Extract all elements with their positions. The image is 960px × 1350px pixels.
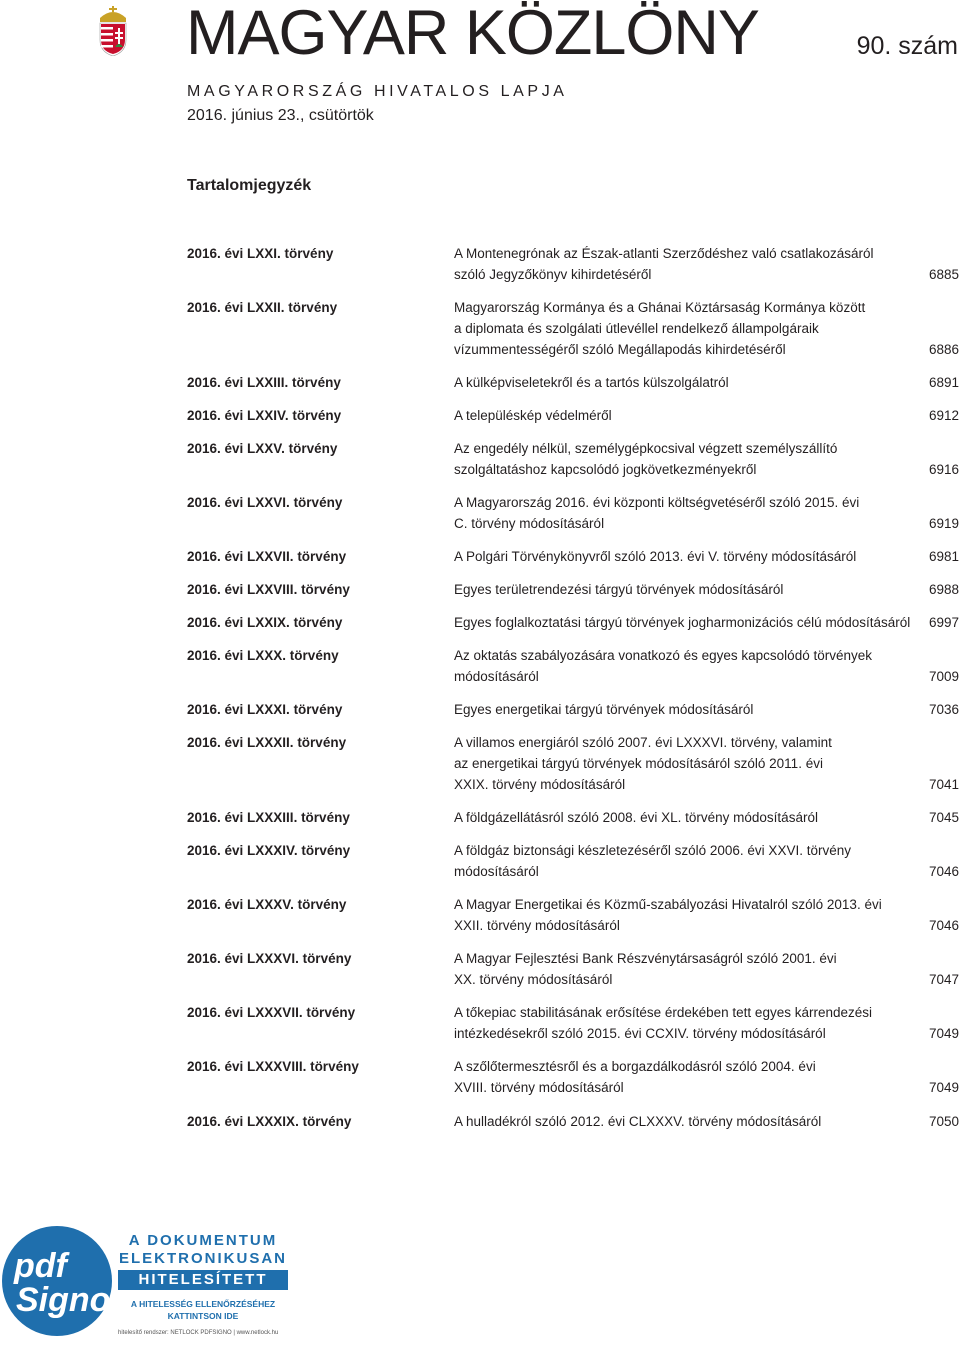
toc-law-title-line: A Magyar Energetikai és Közmű-szabályozási Hivatalról szóló 2013. évi [454,897,882,912]
toc-law-title-line: XXII. törvény módosításáról [454,918,620,933]
toc-law-title-line: szóló Jegyzőkönyv kihirdetéséről [454,267,652,282]
toc-law-number: 2016. évi LXXV. törvény [187,441,338,456]
toc-entry[interactable] [187,840,959,882]
toc-law-title [454,297,894,360]
toc-law-number: 2016. évi LXXX. törvény [187,648,339,663]
toc-law-title-line: XX. törvény módosításáról [454,972,613,987]
toc-page-number: 6981 [928,549,959,564]
badge-line-authenticated: HITELESÍTETT [118,1270,288,1290]
toc-law-title [454,894,894,936]
toc-entry[interactable] [187,948,959,990]
toc-law-title [454,948,894,990]
toc-law-title-line: Az engedély nélkül, személygépkocsival végzett személyszállító [454,441,838,456]
toc-law-number: 2016. évi LXXXII. törvény [187,735,347,750]
toc-entry[interactable] [187,438,959,480]
toc-page-number: 7049 [928,1080,959,1095]
toc-law-title-line: C. törvény módosításáról [454,516,605,531]
toc-law-title [454,1056,894,1098]
toc-entry[interactable] [187,1002,959,1044]
toc-page-number: 6916 [928,462,959,477]
toc-page-number: 6997 [928,615,959,630]
toc-entry[interactable] [187,546,959,567]
toc-page-number: 6988 [928,582,959,597]
toc-law-title [454,492,894,534]
toc-law-title [454,645,894,687]
badge-line-document: A DOKUMENTUM [128,1232,278,1249]
toc-law-title [454,612,911,633]
toc-law-title-line: módosításáról [454,669,539,684]
publication-subtitle: MAGYARORSZÁG HIVATALOS LAPJA [187,83,568,100]
toc-law-title-line: A Magyarország 2016. évi központi költségvetéséről szóló 2015. évi [454,495,860,510]
toc-law-title-line: az energetikai tárgyú törvények módosításáról szóló 2011. évi [454,756,823,771]
toc-entry[interactable] [187,807,959,828]
toc-entry[interactable] [187,243,959,285]
toc-law-title-line: Egyes területrendezési tárgyú törvények módosításáról [454,582,784,597]
toc-law-title [454,372,894,393]
toc-law-title [454,732,894,795]
logo-text-pdf: pdf [14,1247,67,1285]
toc-law-title-line: módosításáról [454,864,539,879]
toc-entry[interactable] [187,405,959,426]
toc-law-title-line: A külképviseletekről és a tartós külszolgálatról [454,375,729,390]
toc-entry[interactable] [187,579,959,600]
badge-line-electronically: ELEKTRONIKUSAN [118,1250,287,1267]
toc-law-title-line: A szőlőtermesztésről és a borgazdálkodásról szóló 2004. évi [454,1059,816,1074]
issue-number: 90. szám [856,32,958,60]
publication-title: MAGYAR KÖZLÖNY [186,0,759,68]
toc-law-title-line: Az oktatás szabályozására vonatkozó és egyes kapcsolódó törvények [454,648,872,663]
toc-law-title [454,546,894,567]
toc-page-number: 7046 [928,864,959,879]
toc-law-title-line: XXIX. törvény módosításáról [454,777,626,792]
toc-entry[interactable] [187,732,959,795]
toc-law-title-line: XVIII. törvény módosításáról [454,1080,624,1095]
toc-law-title [454,579,894,600]
toc-law-number: 2016. évi LXXI. törvény [187,246,334,261]
toc-law-title [454,405,894,426]
toc-law-title-line: A villamos energiáról szóló 2007. évi LXXXVI. törvény, valamint [454,735,832,750]
toc-law-title-line: A tőkepiac stabilitásának erősítése érdekében tett egyes kárrendezési [454,1005,872,1020]
toc-entry[interactable] [187,894,959,936]
toc-law-title [454,840,894,882]
toc-law-number: 2016. évi LXXII. törvény [187,300,338,315]
toc-entry[interactable] [187,372,959,393]
toc-entry[interactable] [187,1111,959,1132]
toc-page-number: 7050 [928,1114,959,1129]
toc-law-title-line: A hulladékról szóló 2012. évi CLXXXV. törvény módosításáról [454,1114,822,1129]
toc-law-number: 2016. évi LXXXIII. törvény [187,810,350,825]
toc-law-number: 2016. évi LXXXVI. törvény [187,951,352,966]
toc-law-title [454,1002,894,1044]
toc-law-title [454,807,894,828]
toc-law-title-line: A földgáz biztonsági készletezéséről szóló 2006. évi XXVI. törvény [454,843,851,858]
toc-page-number: 7046 [928,918,959,933]
toc-entry[interactable] [187,699,959,720]
toc-law-title-line: A Montenegrónak az Észak-atlanti Szerződéshez való csatlakozásáról [454,246,874,261]
signature-badge[interactable] [2,1222,292,1344]
toc-law-title-line: a diplomata és szolgálati útlevéllel rendelkező állampolgáraik [454,321,819,336]
badge-link-click-here[interactable]: KATTINTSON IDE [167,1311,239,1321]
toc-law-number: 2016. évi LXXVI. törvény [187,495,343,510]
toc-page-number: 7036 [928,702,959,717]
toc-entry[interactable] [187,1056,959,1098]
toc-page-number: 7049 [928,1026,959,1041]
toc-page-number: 6886 [928,342,959,357]
toc-law-title [454,1111,894,1132]
logo-text-signo: Signo [16,1281,111,1319]
toc-law-title-line: intézkedésekről szóló 2015. évi CCXIV. törvény módosításáról [454,1026,826,1041]
pdfsigno-logo [2,1226,112,1336]
toc-page-number: 6919 [928,516,959,531]
badge-text [118,1232,288,1338]
toc-entry[interactable] [187,645,959,687]
toc-law-title-line: A Polgári Törvénykönyvről szóló 2013. évi V. törvény módosításáról [454,549,857,564]
toc-entry[interactable] [187,297,959,360]
toc-entry[interactable] [187,492,959,534]
toc-page-number: 6912 [928,408,959,423]
toc-page-number: 6885 [928,267,959,282]
toc-entry[interactable] [187,612,959,633]
hungarian-coat-of-arms-icon [96,6,130,56]
badge-line-verification: A HITELESSÉG ELLENŐRZÉSÉHEZ [130,1299,276,1309]
toc-law-title-line: Egyes energetikai tárgyú törvények módosításáról [454,702,754,717]
toc-law-number: 2016. évi LXXXIV. törvény [187,843,351,858]
publication-date: 2016. június 23., csütörtök [187,107,374,124]
toc-law-number: 2016. évi LXXXIX. törvény [187,1114,352,1129]
toc-page-number: 7009 [928,669,959,684]
toc-law-title-line: vízummentességéről szóló Megállapodás kihirdetéséről [454,342,786,357]
toc-law-number: 2016. évi LXXXVIII. törvény [187,1059,359,1074]
toc-law-number: 2016. évi LXXXVII. törvény [187,1005,356,1020]
toc-page-number: 7045 [928,810,959,825]
toc-law-number: 2016. évi LXXIV. törvény [187,408,342,423]
toc-page-number: 7041 [928,777,959,792]
toc-law-number: 2016. évi LXXVIII. törvény [187,582,350,597]
toc-title: Tartalomjegyzék [187,177,312,194]
toc-page-number: 6891 [928,375,959,390]
toc-law-title-line: Magyarország Kormánya és a Ghánai Köztársaság Kormánya között [454,300,866,315]
toc-law-number: 2016. évi LXXIX. törvény [187,615,343,630]
toc-page-number: 7047 [928,972,959,987]
badge-line-provider: hitelesítő rendszer: NETLOCK PDFSIGNO | www.netlock.hu [118,1330,279,1336]
toc-law-title [454,438,894,480]
toc-law-number: 2016. évi LXXXV. törvény [187,897,347,912]
toc-law-number: 2016. évi LXXIII. törvény [187,375,341,390]
toc-law-title-line: A Magyar Fejlesztési Bank Részvénytársaságról szóló 2001. évi [454,951,837,966]
toc-law-title-line: Egyes foglalkoztatási tárgyú törvények jogharmonizációs célú módosításáról [454,615,911,630]
toc-law-title-line: szolgáltatáshoz kapcsolódó jogkövetkezményekről [454,462,757,477]
toc-law-number: 2016. évi LXXXI. törvény [187,702,343,717]
toc-law-title [454,699,894,720]
toc-law-number: 2016. évi LXXVII. törvény [187,549,347,564]
toc-law-title [454,243,894,285]
toc-law-title-line: A földgázellátásról szóló 2008. évi XL. törvény módosításáról [454,810,818,825]
toc-law-title-line: A településkép védelméről [454,408,612,423]
